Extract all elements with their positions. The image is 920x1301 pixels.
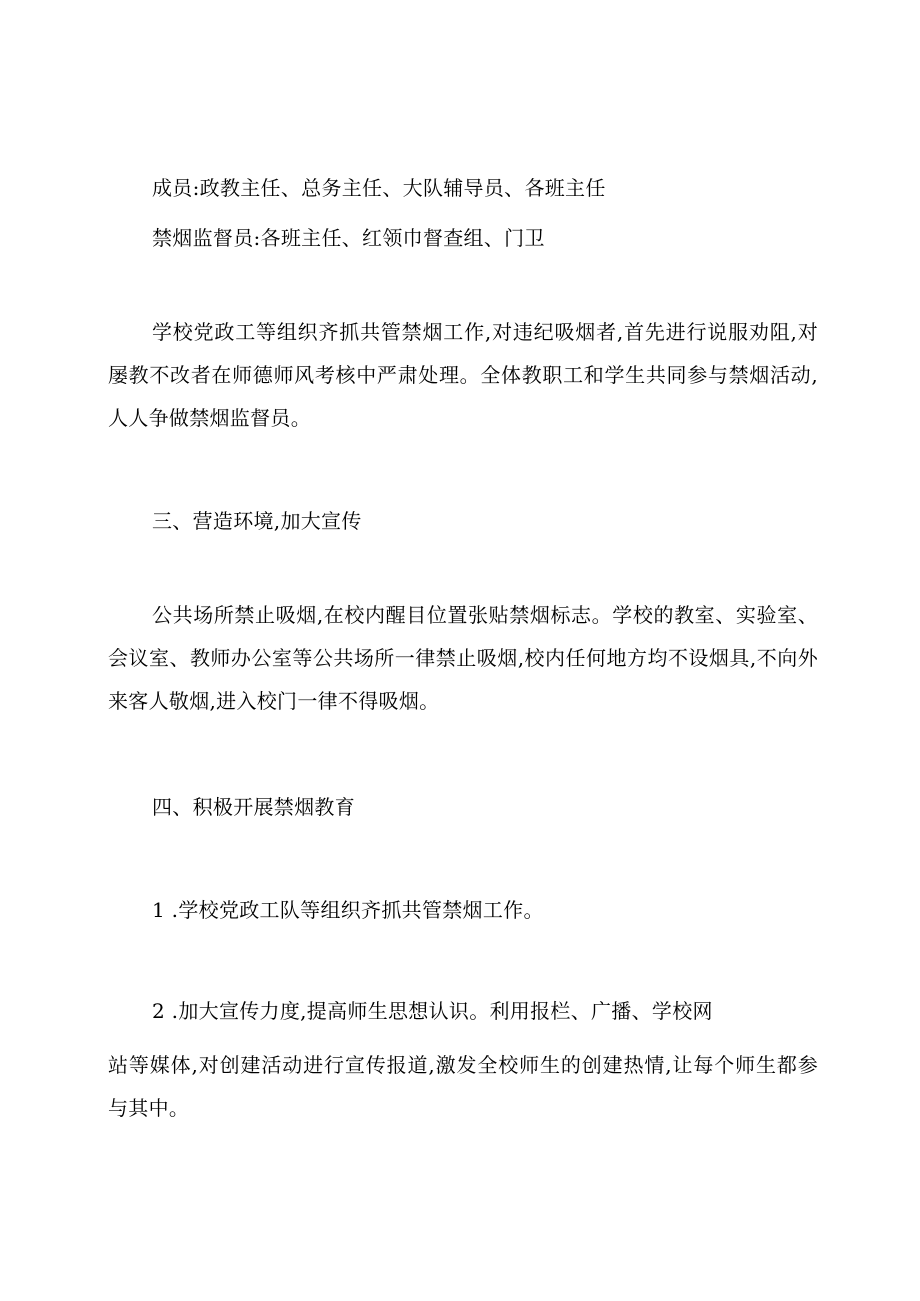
section-heading-4: 四、积极开展禁烟教育 xyxy=(152,795,355,819)
list-item-1: 1 .学校党政工队等组织齐抓共管禁烟工作。 xyxy=(152,898,544,922)
list-item-2-continuation: 站等媒体,对创建活动进行宣传报道,激发全校师生的创建热情,让每个师生都参与其中。 xyxy=(108,1053,818,1120)
section-heading-3: 三、营造环境,加大宣传 xyxy=(152,509,362,533)
supervisors-line: 禁烟监督员:各班主任、红领巾督查组、门卫 xyxy=(152,226,545,250)
paragraph-public-places: 公共场所禁止吸烟,在校内醒目位置张贴禁烟标志。学校的教室、实验室、会议室、教师办公室等公共场所一律禁止吸烟,校内任何地方均不设烟具,不向外来客人敬烟,进入校门一律不得吸烟。 xyxy=(108,603,818,713)
paragraph-smoking-management: 学校党政工等组织齐抓共管禁烟工作,对违纪吸烟者,首先进行说服劝阻,对屡教不改者在师德师风考核中严肃处理。全体教职工和学生共同参与禁烟活动,人人争做禁烟监督员。 xyxy=(108,320,818,430)
members-line: 成员:政教主任、总务主任、大队辅导员、各班主任 xyxy=(152,176,606,200)
list-item-2: 2 .加大宣传力度,提高师生思想认识。利用报栏、广播、学校网 xyxy=(152,999,713,1023)
